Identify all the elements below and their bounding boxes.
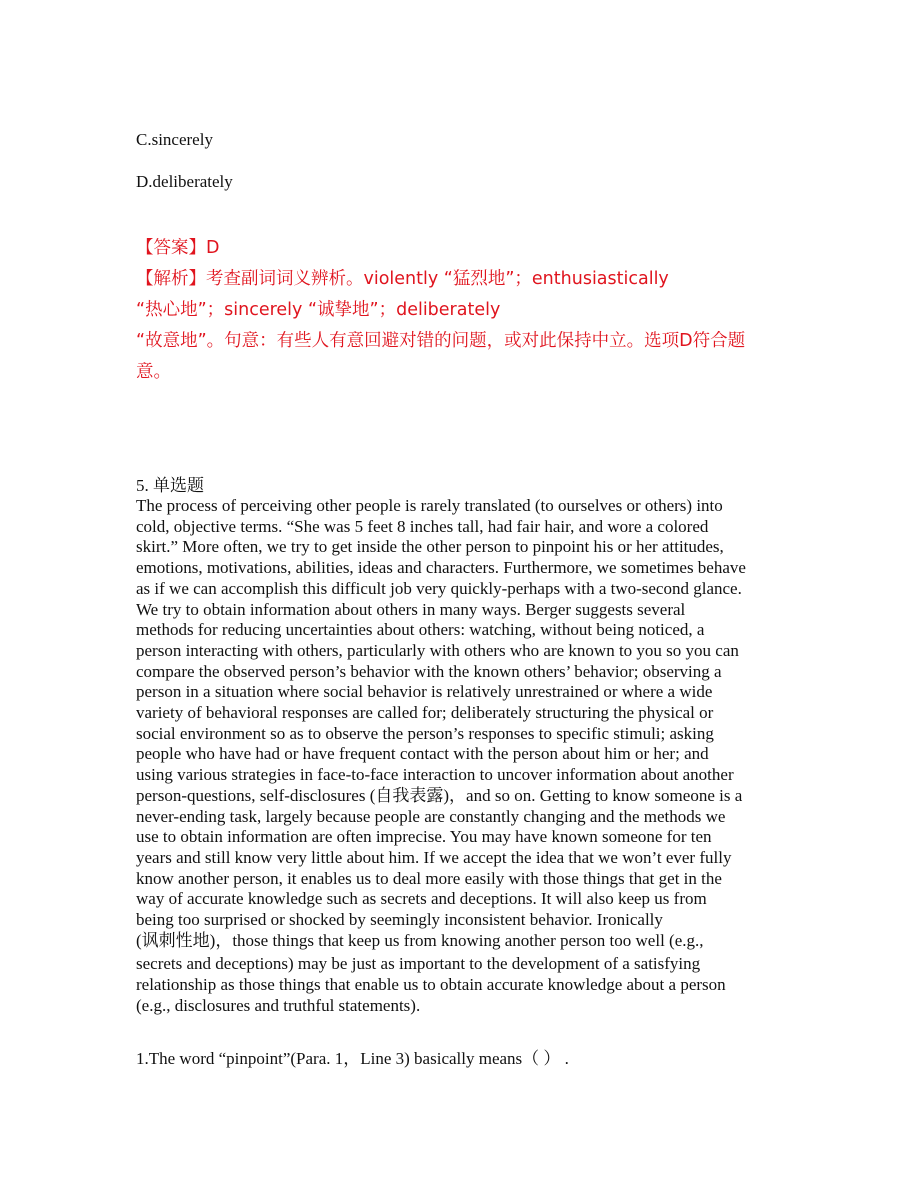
passage-line: secrets and deceptions) may be just as important to the development of a satisfying bbox=[136, 954, 701, 974]
option-d: D.deliberately bbox=[136, 172, 233, 191]
analysis-line: 意。 bbox=[136, 362, 171, 382]
passage-line: as if we can accomplish this difficult job very quickly-perhaps with a two-second glance. bbox=[136, 578, 742, 598]
passage-line: person interacting with others, particularly with others who are known to you so you can bbox=[136, 640, 739, 660]
passage-line: person in a situation where social behavior is relatively unrestrained or where a wide bbox=[136, 682, 713, 702]
passage-line: variety of behavioral responses are called for; deliberately structuring the physical or bbox=[136, 703, 714, 723]
passage-line: cold, objective terms. “She was 5 feet 8 inches tall, had fair hair, and wore a colored bbox=[136, 516, 709, 536]
sub-question: 1.The word “pinpoint”(Para. 1，Line 3) basically means（ ） . bbox=[136, 1049, 569, 1068]
reading-passage bbox=[136, 496, 786, 1017]
analysis-line: “热心地”；sincerely “诚挚地”；deliberately bbox=[136, 300, 501, 320]
passage-line: know another person, it enables us to deal more easily with those things that get in the bbox=[136, 868, 722, 888]
question-number-type: 5. 单选题 bbox=[136, 476, 204, 495]
analysis-line: “故意地”。句意：有些人有意回避对错的问题，或对此保持中立。选项D符合题 bbox=[136, 331, 746, 351]
passage-line: (讽刺性地)，those things that keep us from knowing another person too well (e.g., bbox=[136, 930, 704, 950]
answer-line: 【答案】D bbox=[136, 238, 220, 258]
passage-line: person-questions, self-disclosures (自我表露)，and so on. Getting to know someone is a bbox=[136, 785, 743, 805]
passage-line: use to obtain information are often imprecise. You may have known someone for ten bbox=[136, 827, 712, 847]
passage-line: emotions, motivations, abilities, ideas and characters. Furthermore, we sometimes behave bbox=[136, 558, 746, 578]
passage-line: being too surprised or shocked by seemingly inconsistent behavior. Ironically bbox=[136, 910, 663, 930]
passage-line: methods for reducing uncertainties about others: watching, without being noticed, a bbox=[136, 620, 705, 640]
passage-line: The process of perceiving other people is rarely translated (to ourselves or others) into bbox=[136, 496, 723, 515]
passage-line: skirt.” More often, we try to get inside the other person to pinpoint his or her attitudes, bbox=[136, 537, 724, 557]
answer-explanation bbox=[136, 233, 786, 388]
passage-line: We try to obtain information about others in many ways. Berger suggests several bbox=[136, 599, 686, 619]
passage-line: social environment so as to observe the person’s responses to specific stimuli; asking bbox=[136, 723, 714, 743]
passage-line: (e.g., disclosures and truthful statements). bbox=[136, 995, 421, 1015]
passage-line: way of accurate knowledge such as secrets and deceptions. It will also keep us from bbox=[136, 889, 707, 909]
passage-line: years and still know very little about him. If we accept the idea that we won’t ever fully bbox=[136, 847, 732, 867]
analysis-line: 【解析】考查副词词义辨析。violently “猛烈地”；enthusiastically bbox=[136, 269, 669, 289]
passage-line: relationship as those things that enable us to obtain accurate knowledge about a person bbox=[136, 975, 726, 995]
passage-line: using various strategies in face-to-face interaction to uncover information about another bbox=[136, 765, 734, 785]
option-c: C.sincerely bbox=[136, 130, 213, 149]
passage-line: compare the observed person’s behavior with the known others’ behavior; observing a bbox=[136, 661, 722, 681]
passage-line: never-ending task, largely because people are constantly changing and the methods we bbox=[136, 806, 726, 826]
passage-line: people who have had or have frequent contact with the person about him or her; and bbox=[136, 744, 709, 764]
